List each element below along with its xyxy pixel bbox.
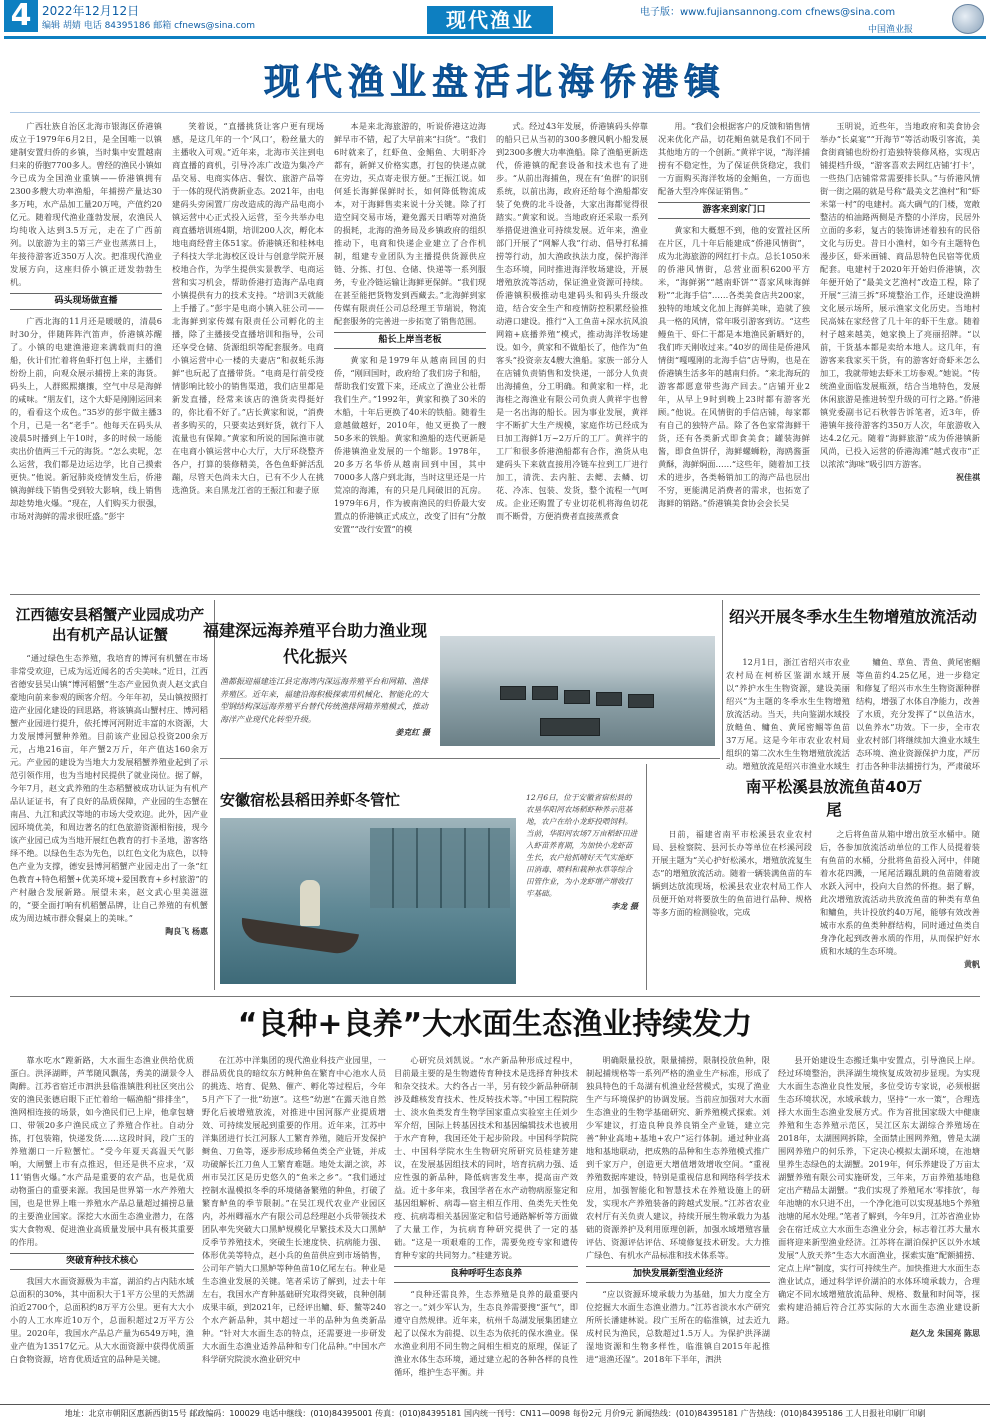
page-number: 4 [4,0,38,32]
story-nanping-col1 [652,828,812,992]
paragraph: 黄家和大概想不到，他的安置社区所在片区，几十年后能建成“侨港风情街”，成为北海旅游的网红打卡点。总长1050米的侨港风情街，总营业面积6200平方米，“海鲜粥”“越南虾饼”“喜家风味海鲜粉”“北海手信”……各类美食店共200家，独特的地域文化加上海鲜美味，造就了独具一格的风情，常年吸引游客到访。“这些鳗鱼干、虾仁干都是本地渔民新晒好的，我们昨天刚收过来。”40岁的周佳是侨港风情街“嘎嘎刚的北海手信”店导购，也是在侨港镇生活多年的越南归侨。“来北海玩的游客都愿意带些海产回去。”店铺开业2年，从早上9时到晚上23时都有游客光顾。”他说。在风情街的手信店铺，每家都有自己的独特产品。除了各色家常海鲜干货，还有各类新式即食美食；罐装海鲜酱，即食鱼饼仔，海鲜螺蛳粉，海鸥酱蛋黄酥，海鲜焖面……“这些年，随着加工技术的进步，各类畅销加工的海产品也层出不穷，更能满足消费者的需求，也拓宽了海鲜的销路。”侨港镇美食协会会长吴 [658,225,810,508]
epaper-line: 电子版：www.fujiansannong.com cfnews@sina.com [640,7,896,18]
lead-column-4 [496,120,648,590]
paragraph: 日前，福建省南平市松溪县农业农村局、县检察院、县河长办等单位在杉溪河段开展主题为“关心护好松溪水，增殖放流复生态”的增殖放流活动。随着一辆装满鱼苗的车辆到达放流现场，松溪县农业农村局工作人员便开始对将要放生的鱼苗进行品种、规格等多方面的检测验收，完成 [652,829,812,917]
section-title: 现代渔业 [427,6,553,34]
photo-credit: 李龙 摄 [611,901,638,911]
paper-name: 中国渔业报 [868,25,914,35]
cage-shape [540,718,600,736]
divider [10,996,980,997]
paragraph: 靠水吃水”蹚新路，大水面生态渔业供给优质蛋白。洪泽湖畔，芦苇随风飘荡，秀美的湖景令人陶醉。江苏省宿迁市泗洪县临淮镇胜利社区突出公安的渔民张德启眼下正忙着给一幅渔船“排排坐”，渔网相连接的场景，如今渔民们已上岸，他拿包塘口、带领20多户渔民成立了养殖合作社。自动分拣，打包装箱，快递发货……这段时间，段广玉的养殖潮口一斤粒蟹忙。“受今年夏天高温天气影响，大闸蟹上市有点推迟，但还是供不应求，‘双11’销售火爆。”水产品是重要的农产品，也是优质动物蛋白的重要来源。我国是世界第一水产养殖大国，也是世界上唯一养殖水产品总量超过捕捞总量的主要渔业国家。深挖大水面生态渔业潜力，在落实大食物观、促进渔业高质量发展中具有极其重要的作用。 [10,1055,194,1247]
cage-shape [532,686,558,700]
paragraph: 笑着说，“直播挑货让客户更有现场感，是这几年的一个‘风口’，粉丝量大的主播收入可观。”近年来，北海市关注到电商直播的商机，引导冷冻广改造为集冷产品交易、电商实体店、餐饮、旅游产品等于一体的现代消费新业态。2021年，由电建码头旁闲置厂房改造成的海产品电商小镇运营中心正式投入运营，至今共举办电商直播培训班4期，培训200人次，孵化本地电商经营主体51家。侨港镇还和桂林电子科技大学北海校区设计与创意学院开展校地合作，为学生提供实景教学、电商运营和实习机会，帮助侨港打造海产品电商小镇提供有力的技术支持。“培训3天就能上手播了。”彭宇是电商小镇入驻公司——北海鲜到家传媒有限责任公司孵化的主播，除了主播接受直播培训和指导，公司还享受仓储、货源组织等配套服务。电商小镇运营中心一楼的夫妻店“和叔蚝乐海鲜”也玩起了直播带货。“电商是行前受疫情影响比较小的销售渠道，我们店里都是新发直播，经常来该店的渔货卖得挺好的，你比看不好了。”店长黄家和说，“消费者多购买的，只要卖达到好货，就行下人流量也有保障。”黄家和所说的国际渔市就在电商小镇运营中心大厅，大厅环绕整齐各户，打算的装修精美，各色鱼虾鲜活乱蹦，尽管天色尚未大白，已有不少人在挑选渔货。来自黑龙江省的王振江和妻子原 [172,121,324,495]
paragraph: “良种还需良养，生态养殖是良养的最重要内容之一。”刘少军认为，生态良养需要搜“蛋气”，即遵守自然规律。近年来，杭州千岛湖发展集团建立起了以保水为前提、以生态为依托的保水渔业。保水渔业利用不同生物之间相生相克的原理，保证了渔业水体生态环境，通过建立起的各种各样的良性循环，维护生态平衡。并 [394,1289,578,1377]
paragraph: 黄家和是1979年从越南回国的归侨，“刚回国时，政府给了我们房子和船，帮助我们安置下来，还成立了渔业公社帮我们生产。”1992年，黄家和换了30米的木船，十年后更换了40米的铁船。随着生意越做越好，2010年，他又更换了一艘50多米的铁船。黄家和渔船的迭代更新是侨港镇渔业发展的一个缩影。1978年，20多万名华侨从越南回到中国，其中7000多人落户到北海，当时这里还是一片荒凉的海滩，有的只是几间破旧的瓦房。1979年6月，作为被南渔民的归侨最大安置点的侨港镇正式成立，改变了旧有“分散安置”“改行安置”的模 [334,355,486,534]
byline: 黄帆 [964,959,980,969]
divider [646,764,647,990]
subheading: 船长上岸当老板 [334,332,486,349]
lead-column-6 [820,120,980,590]
subheading: 良种呼吁生态良养 [394,1266,578,1283]
story-shaoxing-col1 [726,656,850,772]
byline: 陶良飞 杨惠 [165,926,208,936]
masthead-rule [4,36,986,39]
masthead [0,0,990,56]
paragraph: 明确限量投放，限量捕捞，限制投放鱼种，限制起捕规格等一系列严格的渔业生产标准，形成了独具特色的千岛湖有机渔业经营模式，实现了渔业生产与环境保护的协调发展。当前应加强对大水面生态渔业的生物学基础研究、新养殖模式探索。刘少军建议，打造良种良养良销全产业链，建立完善“种业高地+基地+农户”运行体制。通过种业高地和基地联动，把成熟的品种和生态养殖模式推广到千家万户，创造更大增值增效增收空间。“重视养殖数据库建设，特别是重视信息和网络科学技术应用，加强智能化和智慧技术在养殖设施上的研发，实现水产养殖装备的跨越式发展。”江苏省农业农村厅有关负责人建议，持续开展生物承载力为基础的资源养护及利用原理创新，加强水域增殖容量评估、资源评估评估、环境修复技术研发。大力推广绿色、有机水产品标准和技术体系等。 [586,1055,770,1260]
paragraph: 玉明说，近些年，当地政府和美食协会举办“长桌宴”“开海节”等活动吸引客流，美食街商铺也纷纷打造独特装修风格，实现店铺提档升级，“游客喜欢去网红店铺‘打卡’，一些热门店铺常常需要排长队。”与侨港风情街一街之隔的就是号称“最美文艺渔村”和“虾米第一村”的电建村。高大碉气的门楼，宽敞整洁的柏油路两侧是齐整的小洋房，民居外立面的多彩，复古的装饰讲述着独有的民俗文化与历史。昔日小渔村，如今有主题特色漫步区，虾米画铺、商品思特色民宿等优质配套。电建村于2020年开始归侨港镇，次年便开始了“最美文艺渔村”改造工程，除了开展“三清三拆”环境整治工作，还建设渔耕文化展示场所，展示渔家文化历史。当地村民高妹在家经营了几十年的虾干生意。随着村子越来越美，她家换上了亮丽招牌。“以前，干货基本都是卖给本地人。这几年，有游客来我家买干货，有的游客好奇虾米怎么加工，我就带她去虾米工坊参观。”她说。“传统渔业面临发展瓶颈，结合当地特色，发展休闲旅游是推进转型升级的可行之路。”侨港镇党委副书记石秋蓉告诉笔者，近3年，侨港镇年接待游客约350万人次，年旅游收入达4.2亿元。随着“海鲜旅游”成为侨港镇新风尚，已投入运营的侨港海滩“越式夜市”正以浓浓“海味”吸引四方游客。 [820,121,980,469]
paragraph: 在江苏中洋集团的现代渔业科技产业园里，一群品质优良的暗纹东方鲀种鱼在繁育中心池水人员的挑选、培育、促熟、催产、孵化等过程后，今年5月产下了一批“幼崽”。这些“幼崽”在露天池自然野化后被增殖放流，对推进中国河豚产业提质增效、可持续发展起到重要的作用。近年来，江苏中洋集团进行长江河豚人工繁育养殖，随后开发保护鲥鱼、刀鱼等，逐步形成珍稀鱼类全产业链，并成功破解长江刀鱼人工繁育难题。地处太湖之滨，苏州市吴江区是历史悠久的“鱼米之乡”。“我们通过控制水温模拟冬季的环境储备繁殖的种鱼，打破了繁育鲈鱼的季节限制。”在吴江现代农业产业园区内，苏州卿福水产有限公司总经理赵小兵带领技术团队率先突破大口黑鲈规模化早繁技术及大口黑鲈反季节养殖技术，突破生长速度快、抗病能力强、体形优美等特点，赵小兵的鱼苗供应到市场销售，公司年产销大口黑鲈等种鱼苗10亿尾左右。种业是生态渔业发展的关键。笔者采访了解到，过去十年左右，我国水产育种基础研究取得突破，良种创制成果丰硕，到2021年，已经评出鳙、虾、鳖等240个水产新品种，其中超过一半的品种为鱼类新品种。“针对大水面生态的特点，还需要进一步研发大水面生态渔业适养品种和专门化品种。”中国水产科学研究院淡水渔业研究中 [202,1055,386,1364]
subheading: 游客来到家门口 [658,202,810,219]
lead-column-2 [172,120,324,590]
shrimp-paddy-photo [220,818,516,984]
paragraph: 心研究员刘凯说。“水产新品种形成过程中，目前最主要的是生物遗传育种技术是选择育种技术和杂交技术。大约各占一半，另有较少新品种研制涉及雌核发育技术、性反转技术等。”中国工程院院士、淡水鱼类发育生物学国家重点实验室主任刘少军介绍，国际上转基因技术和基因编辑技术也被用于水产育种，我国还处于起步阶段。中国科学院院士、中国科学院水生生物研究所研究员桂建芳建议，在发展基因组技术的同时，培育抗病力强、适应性强的新品种，降低病害发生率，提高亩产效益。近十多年来，我国学者在水产动物病原鉴定和基因组解析、病毒—宿主相互作用、鱼类先天性免疫、抗病毒相关基因鉴定和信号通路解析等方面做了大量工作，为抗病育种研究提供了一定的基础。“这是一项艰难的工作，需要免疫专家和遗传育种专家的共同努力。”桂建芳说。 [394,1055,578,1260]
divider [10,594,980,595]
lead-column-1 [10,120,162,590]
byline: 赵久龙 朱国亮 陈思 [910,1328,980,1338]
boat-shape [239,918,359,956]
story-jiangxi-body [10,652,208,988]
paragraph: “通过绿色生态养殖，我培育的博河有机蟹在市场非常受欢迎，已成为远近闻名的舌尖美味。”近日，江西省德安县吴山镇“博河稻蟹”生态产业园负责人赵文武自豪地向前来参观的顾客介绍。今年年初，吴山镇按照打造产业园化建设的回思路，将该镇高山蟹村庄、博河稻蟹产业园进行提升，依托博河河附近丰富的水资源，大力发展博河蟹种养殖。目前该产业园总投资200余万元，占地216亩，年产蟹2万斤，年产值达160余万元。产业园的建设为当地大力发展稻蟹养殖业起到了示范引领作用，也为当地村民提供了就业岗位。据了解，今年7月，赵文武养殖的生态稻蟹被成功认证为有机产品认证证书，有了良好的品质保障，产业园的生态蟹在南昌、九江和武汉等地的市场大受欢迎。此外，因产业园环境优美，和周边著名的红色旅游资源相衔接，现今该产业园已成为当地开展红色教育的打卡圣地，游客络绎不绝。以绿色生态为先色，以红色文化为底色，以特色产业为支撑，德安县博河稻蟹产业园走出了一条“红色教育+特色稻蟹+优美环境+爱国教育+乡村旅游”的产村融合发展新路。展望未来，赵文武心里美滋滋的，“要全面打响有机稻蟹品牌，让自己养殖的有机蟹成为周边城市群众餐桌上的美味。” [10,653,208,923]
story-shaoxing-headline: 绍兴开展冬季水生生物增殖放流活动 [728,608,977,626]
issue-date: 2022年12月12日 [42,4,140,18]
story-nanping-col2 [820,828,980,992]
paragraph: 广西北海的11月还是暖暖的，清晨6时30分，伴随阵阵汽笛声，侨港镇苏醒了。小镇的电建渔港迎来满载而归的渔船，伙计们忙着将鱼虾打包上岸，主播们纷纷上前，向观众展示捕捞上来的海货。码头上，人群熙熙攘攘，空气中尽是海鲜的咸味。“朋友们，这个大虾是刚刚运回来的，看看这个成色。”35岁的彭宇做主播3个月，已是一名“老手”。他每天在码头从凌晨5时播到上午10时，多的时候一场能卖出价值两三千元的海货。“怎么卖呢，怎么运营，我们都是边运边学，比自己摸索更快。”他说。新冠肺炎疫情发生后，侨港镇海鲜线下销售受到较大影响，线上销售却趁势地火爆。“现在，人们购买力很强，市场对海鲜的需求很旺盛。”彭宇 [10,316,162,521]
story-big-col2 [202,1054,386,1398]
aquaculture-platform-photo [440,636,715,746]
photo-credit: 姜克红 摄 [395,727,430,737]
divider [220,758,720,759]
lead-column-3 [334,120,486,590]
paragraph: 式。经过43年发展，侨港镇码头停靠的船只已从当初的300多艘风帆小船发展到2300多艘大功率渔船。除了渔船更新迭代，侨港镇的配套设备和技术也有了进步。“从前出海捕鱼，现在有‘鱼群’的识别系统，以前出海，政府还给每个渔船都安装了免费的北斗设备，大家出海都觉得很踏实。”黄家和说。当地政府还采取一系列举措促进渔业可持续发展。近年来，渔业部门开展了“网解人我”行动、倡导打私捕捞等行动，加大渔政执法力度，保护海洋生态环境，同时推进海洋牧场建设，开展增殖放流等活动，保证渔业资源可持续。侨港镇积极推动电建码头和码头升级改造，结合安全生产和疫情防控积累经验推动港口建设。推行“入工鱼苗+深水抗风浪网箱+底播养殖”模式，推动海洋牧场建设。如今，黄家和不做船长了，他作为“鱼客头”投资亲友4艘大渔船。家族一部分人在店铺负责销售和发快递，一部分人负责出海捕鱼，分工明确。和黄家和一样，北海桂之海渔业有限公司负责人黄祥宇也曾是一名出海的船长。因为事业发展，黄祥宇不断扩大生产规模，家庭作坊已经成为日加工海鲜1万~2万斤的工厂。黄祥宇的工厂和很多侨港渔船都有合作，渔货从电建码头下来就直接用冷链车拉到工厂进行加工，清洗、去内脏、去鳃、去鳞、切花、冷冻、包装、发货，整个流程一气呵成。企业还购置了专业切花机将海鱼切花而不断骨，方便消费者直接蒸煮食 [496,121,648,521]
paper-logo-icon [952,4,984,34]
cage-shape [596,692,622,706]
footer-rule [0,1404,990,1405]
paragraph: 12月1日，浙江省绍兴市农业农村局在柯桥区鉴湖水域开展以“养护水生生物资源，建设美丽绍兴”为主题的冬季水生生物增殖放流活动。当天，共向鉴湖水域投放鲢鱼、鳙鱼、黄尾密鲴等鱼苗37万尾。这是今年市农业农村局组织的第二次水生生物增殖放流活动。增殖放流是绍兴市渔业水域生 [726,657,850,771]
photo-caption: 12月6日，位于安徽省宿松县的农垦华阳河农场稻虾种养示范基地，农户在给小龙虾投喂饲料。当前，华阳河农场7万亩稻虾田进入虾苗养育期，为加快小龙虾苗生长，农户抢抓晴好天气实施虾田消毒、喂料和栽种水草等综合田管作业，为小龙虾增产增收打牢基础。 [526,793,638,898]
story-big-col5 [778,1054,980,1398]
story-big-col4 [586,1054,770,1398]
subheading: 码头现场做直播 [10,293,162,310]
story-anhui-headline: 安徽宿松县稻田养虾冬管忙 [220,791,401,809]
story-big-col3 [394,1054,578,1398]
divider [10,112,980,113]
cage-shape [628,694,654,708]
story-anhui-caption [526,792,638,984]
staff-line: 编辑 胡婧 电话 84395186 邮箱 cfnews@sina.com [42,21,256,31]
paragraph: 用。“我们会根据客户的反馈和销售情况来优化产品，切花鲳鱼就是我们不同于其他地方的一个创新。”黄祥宇说，“海洋捕捞有不稳定性，为了保证供货稳定，我们一方面购买海洋牧场的金鲳鱼，一方面也配备大型冷库保证销售。” [658,121,810,196]
subheading: 突破育种技术核心 [10,1253,194,1270]
cage-shape [500,686,526,700]
story-jiangxi-headline: 江西德安县稻蟹产业园成功产出有机产品认证蟹 [15,608,205,644]
byline: 祝佳祺 [956,472,980,482]
paragraph: “应以资源环境承载力为基础，加大力度全方位挖掘大水面生态渔业潜力。”江苏省淡水水产研究所所长潘建林说。段广玉所在的临淮镇，过去近九成村民为渔民，总数超过1.5万人。为保护洪泽湖湿地资源和生物多样性，临淮镇自2015年起推进“退渔还湿”。2018年下半年，泗洪 [586,1289,770,1364]
story-fujian-headline: 福建深远海养殖平台助力渔业现代化振兴 [202,621,427,666]
cage-shape [564,690,590,704]
divider [722,600,723,760]
story-fujian-caption [220,676,430,756]
story-big-col1 [10,1054,194,1398]
paragraph: 广西壮族自治区北海市银海区侨港镇成立于1979年6月2日，是全国唯一以镇建制安置归侨的乡镇，当时集中安置越南归来的侨胞7700多人。曾经的渔民小镇如今已成为全国渔业重镇——侨港镇拥有2300多艘大功率渔船，年捕捞产量达30多万吨，水产品加工量20万吨，产值约20亿元。随着现代渔业蓬勃发展，农渔民人均纯收入达到3.5万元，走在了广西前列。以旅游为主的第三产业也蒸蒸日上，年接待游客近350万人次。把准现代渔业发展方向，这座归侨小镇正迸发勃勃生机。 [10,121,162,287]
photo-caption: 渔都振迎福建连江县定海湾内深远海养殖平台和网箱、渔排养殖区。近年来，福建沿海积极探索用机械化、智能化的大型钢结构深远海养殖平台替代传统渔排网箱养殖模式，推动海洋产业现代化转型升级。 [220,677,428,724]
paragraph: 我国大水面资源极为丰富，湖泊约占内陆水域总面积的30%，其中面积大于1平方公里的天然湖泊近2700个，总面积约8万平方公里。更有大大小小的人工水库近10万个，总面积超过2万平方公里。2020年，我国水产品总产量为6549万吨，渔业产值为13517亿元。从大水面资源中获得优质蛋白食物资源，培育优质适宜的品种是关键。 [10,1276,194,1364]
paragraph: 鳙鱼、草鱼、青鱼、黄尾密鲴等鱼苗约4.25亿尾，进一步稳定和修复了绍兴市水生生物资源种群结构，增强了水体自净能力，改善了水质，充分发挥了“以鱼洁水，以鱼养水”功效。下一步，全市农业农村部门将继续加大渔业水域生态环境、渔业资源保护力度，严厉打击各种非法捕捞行为，严肃破坏 [856,657,980,771]
story-nanping-headline: 南平松溪县放流鱼苗40万尾 [745,778,923,819]
paragraph: 本是来北海旅游的，听说侨港这边海鲜早市不错，起了大早前来“扫货”。“我们6时就来了，红虾鱼、金鲳鱼、大明虾冷都有，新鲜又价格实惠，打包的快递点就在旁边，买点寄走很方便。”王振江说。如何延长海鲜保鲜时长，如何降低物流成本，对于海鲜售卖来说十分关键。除了打造空间交易市场，避免露天日晒等对渔货的损耗，北海的渔务局及乡镇政府的组织推动下，电商和快递企业建立了合作机制，组建专业团队为主播提供货源供应链、分拣、打包、仓储、快递等一系列服务，专业冷链运输让海鲜更保鲜。“我们现在甚至能把货物发到西藏去。”北海鲜到家传媒有限责任公司总经理王节瑞说，物流配套服务的完善进一步拓宽了销售范围。 [334,121,486,326]
story-shaoxing-col2 [856,656,980,772]
farmer-shape [300,880,320,926]
paragraph: 县开始建设生态搬迁集中安置点，引导渔民上岸。经过环境整治，洪泽湖生境恢复成效初步显现。为实现大水面生态渔业良性发展，多位受访专家说，必须根据生态环境状况，水域承载力，坚持“一水一策”，合理选择大水面生态渔业发展方式。作为首批国家级大中健康养殖和生态养殖示范区，吴江区东太湖综合养殖场在2018年，太湖围网拆除，全面禁止围网养殖，曾是太湖围网养殖户的何乐养，下定决心模拟太湖环境，在池塘里养生态绿色的太湖蟹。2019年，何乐养建设了万亩太湖蟹养殖有限公司实施研发，三年来，万亩养殖基地稳定出产精品太湖蟹。“我们实现了养殖尾水‘零排放’，每年池塘的水只进不出，一个净化池可以实现基地5个养殖池塘的尾水处理。”笔者了解到，今年9月，江苏省渔业协会在宿迁成立大水面生态渔业分会，标志着江苏大量水面将迎来新型渔业经济。江苏将在湖泊保护区以外水域发展“人放天养”生态大水面渔业，探索实施“配额捕捞、定点上岸”制度，实行可持续生产。加快推进大水面生态渔业试点，通过科学评价湖泊的水体环境承载力，合理确定不同水域增殖放流品种、规格、数量和时间等，探索构建沿捕后符合江苏实际的大水面生态渔业建设新路。 [778,1055,980,1325]
lead-column-5 [658,120,810,590]
paragraph: 之后将鱼苗从箱中增出放至水桶中。随后，各参加放流活动单位的工作人员提着装有鱼苗的水桶，分批将鱼苗投入河中，伴随着水花四溅，一尾尾活蹦乱跳的鱼苗随着波水跃入河中，投向大自然的怀抱。据了解，此次增殖放流活动共放流鱼苗的种类有草鱼和鳙鱼，共计投放约40万尾，能够有效改善城市水系的鱼类种群结构，同时通过鱼类自身净化起到改善水质的作用，从而保护好水质和水域的生态环境。 [820,829,980,956]
footer-info: 地址：北京市朝阳区惠新西街15号 邮政编码：100029 电话中继线：(010)84395001 传真：(010)84395181 国内统一刊号：CN11—0098 每份2元 月价9元 新闻热线：(010)84395181 广告热线：(010)84395186 工人日报社印刷厂印刷 [64,1409,926,1418]
paddy-grid-shape [370,828,510,908]
story-big-headline: “良种+良养”大水面生态渔业持续发力 [237,1007,753,1042]
lead-headline: 现代渔业盘活北海侨港镇 [263,62,726,103]
subheading: 加快发展新型渔业经济 [586,1266,770,1283]
